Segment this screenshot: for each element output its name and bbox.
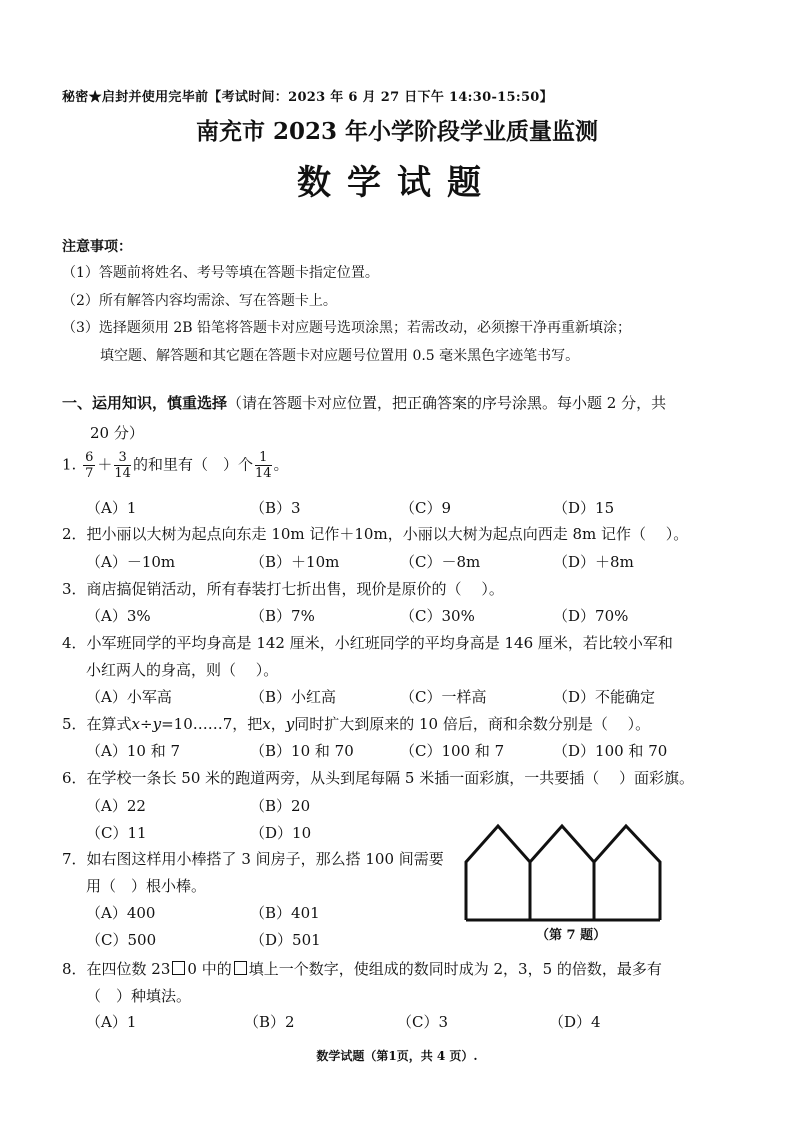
q8-option-a: （A）1 [86,1013,137,1031]
q7-option-b: （B）401 [250,904,320,922]
house-roofs-and-walls [466,826,660,920]
q7-option-a: （A）400 [86,904,156,922]
q5-mid1: =10……7，把 [161,715,263,733]
q8-option-c: （C）3 [397,1013,449,1031]
q4-option-a: （A）小军高 [86,688,172,706]
section-heading-cont: 20 分） [90,424,144,442]
section-heading-bold: 一、运用知识，慎重选择 [62,394,228,412]
question-8 [62,958,662,979]
q5-mid2: ， [270,715,286,733]
q6-option-c: （C）11 [86,824,147,842]
q5-var-y: y [152,715,162,733]
question-4-line-1: 4．小军班同学的平均身高是 142 厘米，小红班同学的平均身高是 146 厘米，若比较小军和 [62,634,673,652]
q4-option-c: （C）一样高 [400,688,487,706]
q6-option-b: （B）20 [250,797,311,815]
q1-mid: 的和里有（ ）个 [132,455,253,474]
question-4-line-2: 小红两人的身高，则（ ）。 [86,661,279,679]
q4-option-d: （D）不能确定 [553,688,656,706]
q3-option-b: （B）7% [250,607,315,625]
q3-option-d: （D）70% [553,607,629,625]
q5-var-x: x [131,715,141,733]
q1-f3-den: 14 [254,466,272,481]
q8-pre: 8．在四位数 23 [62,960,171,978]
section-heading [62,392,666,413]
page-footer: 数学试题（第1页，共 4 页）. [316,1049,478,1063]
question-5 [62,713,650,734]
q5-option-c: （C）100 和 7 [400,742,505,760]
q1-option-d: （D）15 [553,499,615,517]
q5-var-x-2: x [262,715,271,733]
question-3: 3．商店搞促销活动，所有春装打七折出售，现价是原价的（ ）。 [62,580,504,598]
question-8-line-2: （ ）种填法。 [86,987,192,1005]
q8-post: 填上一个数字，使组成的数同时成为 2，3，5 的倍数，最多有 [248,960,662,978]
q3-option-c: （C）30% [400,607,475,625]
q1-fraction-1 [83,450,95,481]
q1-f1-num: 6 [85,450,94,465]
q1-option-a: （A）1 [86,499,137,517]
q5-option-d: （D）100 和 70 [553,742,668,760]
q5-var-y-2: y [285,715,295,733]
note-item-1: （1）答题前将姓名、考号等填在答题卡指定位置。 [62,265,379,281]
q5-post: 同时扩大到原来的 10 倍后，商和余数分别是（ ）。 [294,715,651,733]
question-7-line-2: 用（ ）根小棒。 [86,877,207,895]
q1-option-c: （C）9 [400,499,452,517]
q1-option-b: （B）3 [250,499,301,517]
q3-option-a: （A）3% [86,607,151,625]
note-item-4: 填空题、解答题和其它题在答题卡对应题号位置用 0.5 毫米黑色字迹笔书写。 [100,348,580,364]
q6-option-a: （A）22 [86,797,146,815]
q5-option-b: （B）10 和 70 [250,742,354,760]
q2-option-d: （D）＋8m [553,553,634,571]
q1-plus: ＋ [97,455,113,474]
q1-f1-den: 7 [85,466,94,481]
q2-option-b: （B）＋10m [250,553,340,571]
q1-end: 。 [273,455,289,474]
note-item-2: （2）所有解答内容均需涂、写在答题卡上。 [62,293,337,309]
question-2: 2．把小丽以大树为起点向东走 10m 记作＋10m，小丽以大树为起点向西走 8m 记作（ ）。 [62,525,689,543]
q1-f2-den: 14 [114,466,131,481]
blank-box-icon-2 [234,961,247,975]
notes-heading: 注意事项： [62,239,132,255]
q7-figure-caption: （第 7 题） [536,928,607,943]
q1-f3-num: 1 [255,450,272,466]
q2-option-a: （A）－10m [86,553,176,571]
q4-option-b: （B）小红高 [250,688,337,706]
q7-houses-figure [460,818,672,924]
q1-fraction-2 [114,450,131,481]
subject-title: 数学试题 [297,163,497,203]
q8-option-d: （D）4 [549,1013,601,1031]
question-7-line-1: 7．如右图这样用小棒搭了 3 间房子，那么搭 100 间需要 [62,850,444,868]
q7-option-d: （D）501 [250,931,321,949]
houses-sticks [466,826,660,920]
section-heading-rest: （请在答题卡对应位置，把正确答案的序号涂黑。每小题 2 分，共 [227,394,667,412]
q1-num: 1. [62,455,77,474]
q5-pre: 5．在算式 [62,715,132,733]
q5-div: ÷ [140,715,153,733]
q6-option-d: （D）10 [250,824,312,842]
q1-f2-num: 3 [114,450,131,466]
exam-title: 南充市 2023 年小学阶段学业质量监测 [195,118,599,145]
question-6: 6．在学校一条长 50 米的跑道两旁，从头到尾每隔 5 米插一面彩旗，一共要插（ ）面彩旗。 [62,769,695,787]
q2-option-c: （C）－8m [400,553,481,571]
note-item-3: （3）选择题须用 2B 铅笔将答题卡对应题号选项涂黑；若需改动，必须擦干净再重新填涂； [62,320,632,336]
q1-fraction-3 [255,450,272,481]
secret-header: 秘密★启封并使用完毕前【考试时间：2023 年 6 月 27 日下午 14:30-15:50】 [62,90,553,105]
blank-box-icon [172,961,185,975]
question-1 [62,450,289,481]
q8-mid: 0 中的 [187,960,232,978]
q8-option-b: （B）2 [244,1013,295,1031]
q5-option-a: （A）10 和 7 [86,742,180,760]
q7-option-c: （C）500 [86,931,157,949]
